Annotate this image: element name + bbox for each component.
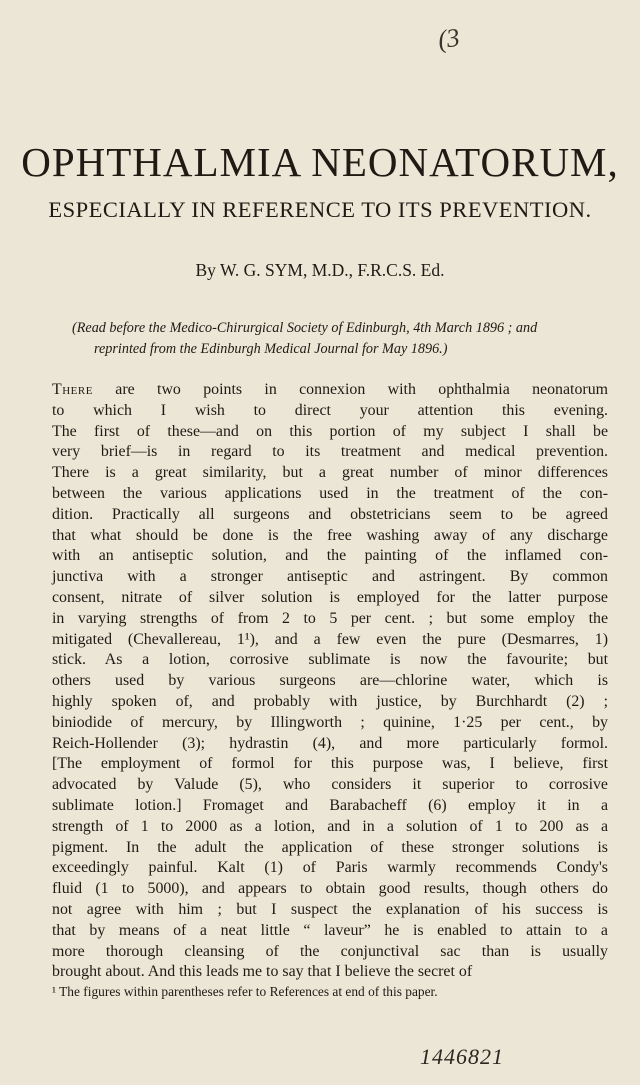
- opening-word: There: [52, 381, 93, 398]
- body-line: [The employment of formol for this purpose was, I believe, first: [52, 755, 608, 773]
- body-line: advocated by Valude (5), who considers it superior to corrosive: [52, 776, 608, 794]
- body-line: pigment. In the adult the application of these stronger solutions is: [52, 838, 608, 856]
- author-byline: By W. G. SYM, M.D., F.R.C.S. Ed.: [195, 260, 445, 280]
- body-line: strength of 1 to 2000 as a lotion, and in a solution of 1 to 200 as a: [52, 817, 608, 835]
- body-line: to which I wish to direct your attention this evening.: [52, 401, 608, 419]
- body-line: others used by various surgeons are—chlorine water, which is: [52, 672, 608, 690]
- body-line: that what should be done is the free washing away of any discharge: [52, 526, 608, 544]
- publication-note-line-1: (Read before the Medico-Chirurgical Society of Edinburgh, 4th March 1896 ; and: [72, 320, 538, 336]
- body-line: very brief—is in regard to its treatment and medical prevention.: [52, 443, 608, 461]
- body-line: There is a great similarity, but a great number of minor differences: [52, 464, 608, 482]
- publication-note: [72, 318, 612, 360]
- body-line: sublimate lotion.] Fromaget and Barabacheff (6) employ it in a: [52, 796, 608, 814]
- body-line: mitigated (Chevallereau, 1¹), and a few even the pure (Desmarres, 1): [52, 630, 608, 648]
- handwritten-mark-bottom: 1446821: [420, 1044, 504, 1069]
- body-line: stick. As a lotion, corrosive sublimate is now the favourite; but: [52, 651, 608, 669]
- body-line: The first of these—and on this portion of my subject I shall be: [52, 422, 608, 440]
- article-subtitle: ESPECIALLY IN REFERENCE TO ITS PREVENTION.: [48, 197, 592, 222]
- body-line: that by means of a neat little “ laveur” he is enabled to attain to a: [52, 921, 608, 939]
- article-body: [52, 380, 608, 983]
- publication-note-line-2: reprinted from the Edinburgh Medical Journal for May 1896.): [94, 341, 448, 357]
- footnote: ¹ The figures within parentheses refer to References at end of this paper.: [52, 984, 438, 999]
- body-line: junctiva with a stronger antiseptic and astringent. By common: [52, 568, 608, 586]
- body-line: with an antiseptic solution, and the painting of the inflamed con-: [52, 547, 608, 565]
- body-line: in varying strengths of from 2 to 5 per cent. ; but some employ the: [52, 609, 608, 627]
- body-line: brought about. And this leads me to say that I believe the secret of: [52, 963, 473, 981]
- body-line: dition. Practically all surgeons and obstetricians seem to be agreed: [52, 505, 608, 523]
- body-line: [52, 380, 608, 401]
- handwritten-mark-top: (3: [436, 22, 462, 55]
- body-line: not agree with him ; but I suspect the explanation of his success is: [52, 900, 608, 918]
- article-title: OPHTHALMIA NEONATORUM,: [21, 139, 619, 185]
- body-line: highly spoken of, and probably with justice, by Burchhardt (2) ;: [52, 692, 608, 710]
- body-line: more thorough cleansing of the conjunctival sac than is usually: [52, 942, 608, 960]
- body-line: between the various applications used in the treatment of the con-: [52, 484, 608, 502]
- body-line: consent, nitrate of silver solution is employed for the latter purpose: [52, 588, 608, 606]
- body-line: exceedingly painful. Kalt (1) of Paris warmly recommends Condy's: [52, 859, 608, 877]
- body-line-text: are two points in connexion with ophthalmia neonatorum: [92, 381, 608, 398]
- body-line: fluid (1 to 5000), and appears to obtain good results, though others do: [52, 880, 608, 898]
- body-line: Reich-Hollender (3); hydrastin (4), and more particularly formol.: [52, 734, 608, 752]
- body-line: biniodide of mercury, by Illingworth ; quinine, 1·25 per cent., by: [52, 713, 608, 731]
